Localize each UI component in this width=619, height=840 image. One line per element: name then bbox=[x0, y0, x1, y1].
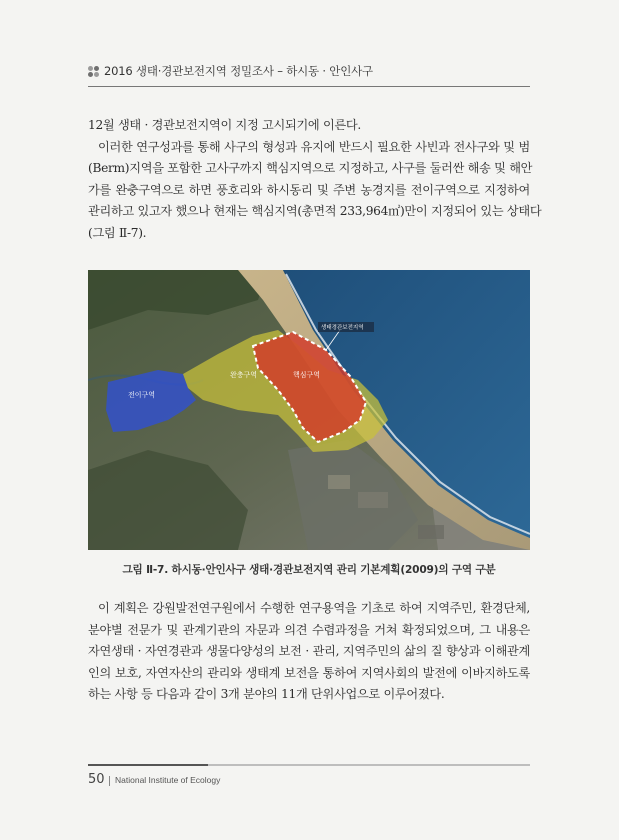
header-dots-icon bbox=[88, 66, 100, 78]
paragraph-line: (Berm)지역을 포함한 고사구까지 핵심지역으로 지정하고, 사구를 둘러싼 해송 및 해안 bbox=[88, 161, 533, 175]
paragraph-line: 이러한 연구성과를 통해 사구의 형성과 유지에 반드시 필요한 사빈과 전사구와 및 범 bbox=[98, 139, 530, 154]
header-rule bbox=[88, 86, 530, 87]
footer-rule bbox=[88, 764, 530, 766]
paragraph-line: 자연생태 · 자연경관과 생물다양성의 보전 · 관리, 지역주민의 삶의 질 향상과 이해관계 bbox=[88, 644, 530, 658]
paragraph-line: 인의 보호, 자연자산의 관리와 생태계 보전을 통하여 지역사회의 발전에 이바지하도록 bbox=[88, 665, 530, 680]
paragraph-line: 이 계획은 강원발전연구원에서 수행한 연구용역을 기초로 하여 지역주민, 환경단체, bbox=[98, 601, 530, 615]
running-header bbox=[88, 60, 528, 84]
footer-publisher: National Institute of Ecology bbox=[115, 775, 221, 785]
paragraph-line: (그림 Ⅱ-7). bbox=[88, 225, 147, 240]
transition-zone-label: 전이구역 bbox=[128, 391, 156, 399]
buffer-zone-label: 완충구역 bbox=[230, 371, 258, 379]
core-zone-label: 핵심구역 bbox=[293, 371, 321, 379]
footer-separator bbox=[109, 776, 110, 786]
boundary-label: 생태경관보전지역 bbox=[321, 325, 364, 331]
paragraph-line: 12월 생태 · 경관보전지역이 지정 고시되기에 이른다. bbox=[88, 118, 361, 132]
header-title: 2016 생태·경관보전지역 정밀조사 – 하시동 · 안인사구 bbox=[104, 64, 373, 78]
paragraph-line: 가를 완충구역으로 하면 풍호리와 하시동리 및 주변 농경지를 전이구역으로 지정하여 bbox=[88, 182, 530, 197]
paragraph-1 bbox=[88, 115, 542, 244]
aerial-map-image bbox=[88, 270, 530, 550]
aerial-map-figure bbox=[88, 270, 530, 550]
paragraph-line: 분야별 전문가 및 관계기관의 자문과 의견 수렴과정을 거쳐 확정되었으며, 그 내용은 bbox=[88, 622, 530, 637]
paragraph-2 bbox=[88, 598, 530, 706]
paragraph-line: 관리하고 있고자 했으나 현재는 핵심지역(총면적 233,964㎡)만이 지정되어 있는 상태다 bbox=[88, 204, 542, 218]
paragraph-line: 하는 사항 등 다음과 같이 3개 분야의 11개 단위사업으로 이루어졌다. bbox=[88, 687, 445, 701]
figure-caption: 그림 Ⅱ-7. 하시동·안인사구 생태·경관보전지역 관리 기본계획(2009)의 구역 구분 bbox=[122, 564, 496, 576]
page-number: 50 bbox=[88, 772, 105, 787]
